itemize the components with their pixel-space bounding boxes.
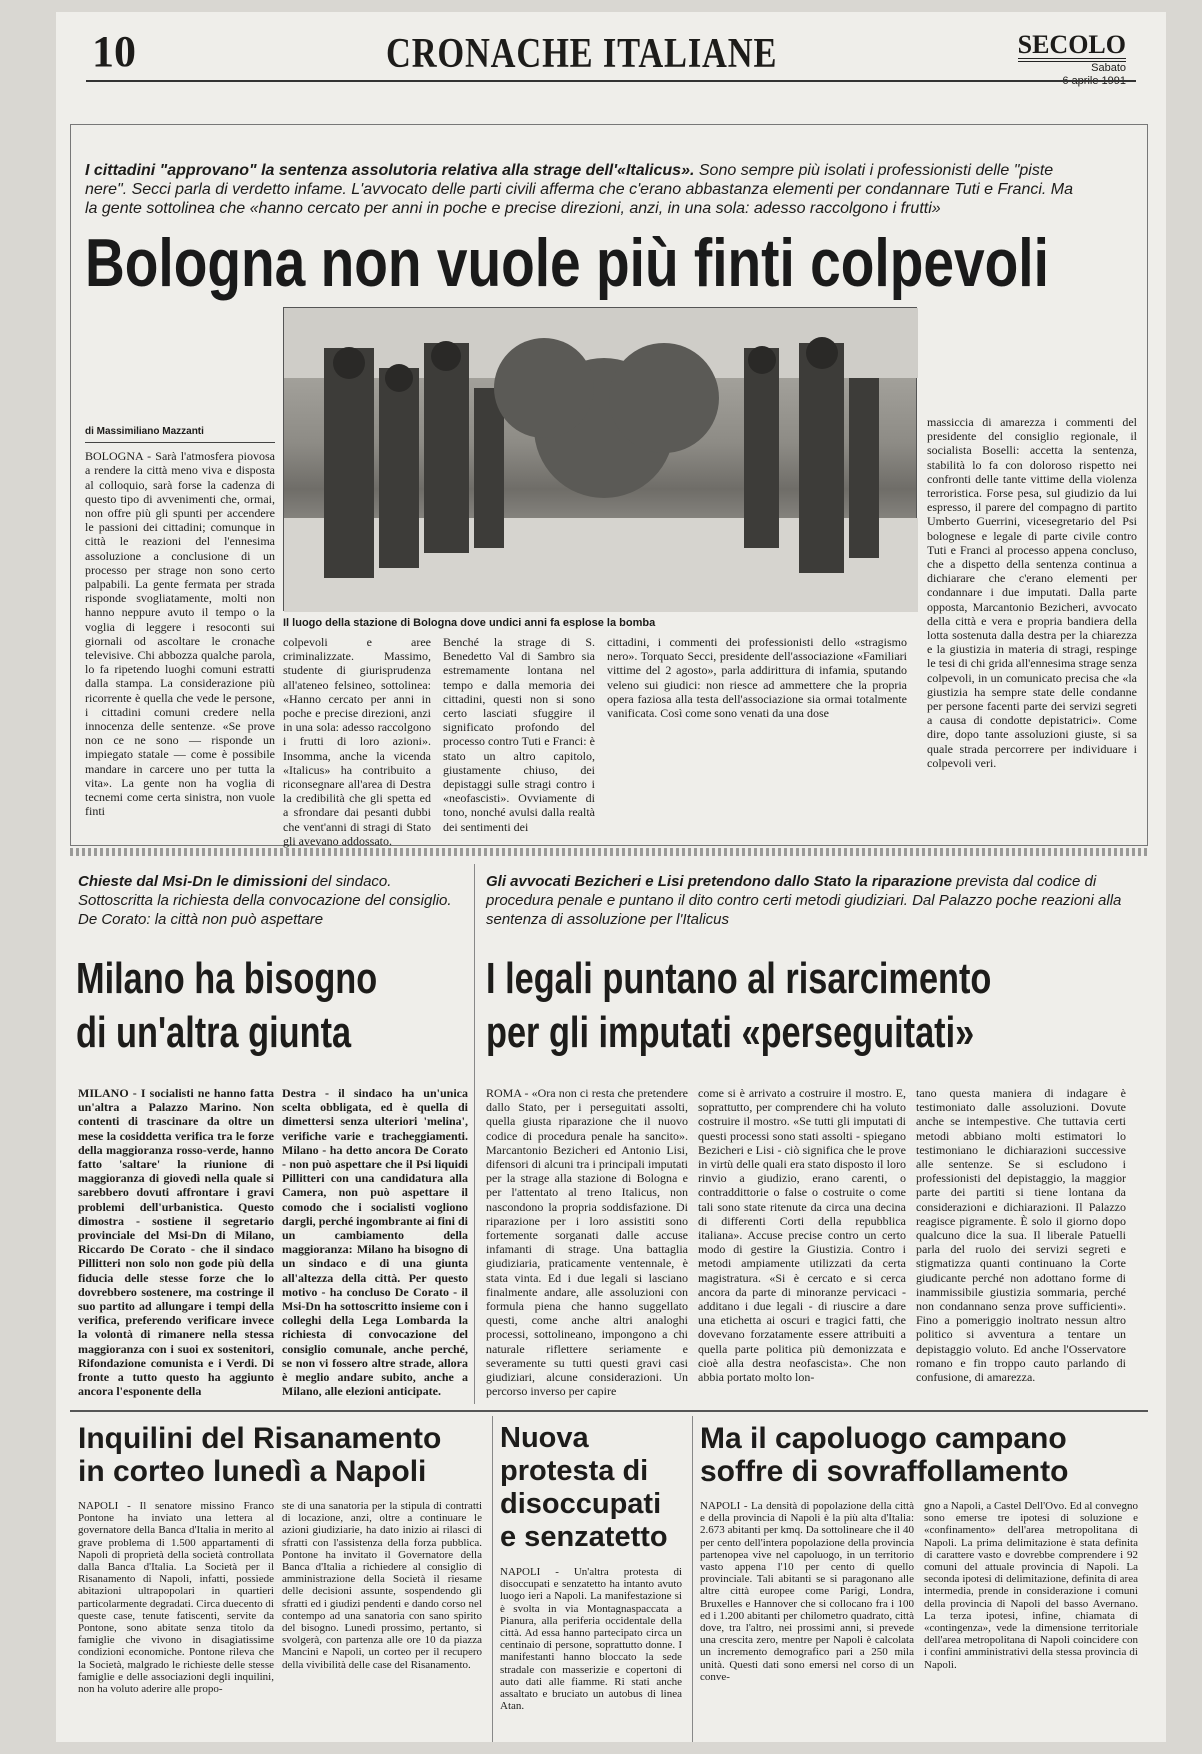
milano-headline-line2: di un'altra giunta [76,1008,352,1057]
article-legali-col1 [486,1086,688,1402]
article-bologna-lead [85,161,1085,218]
capoluogo-headline-line2: soffre di sovraffollamento [700,1455,1069,1488]
article-inquilini-headline [78,1422,441,1488]
milano-sub-bold: Chieste dal Msi-Dn le dimissioni [78,873,308,890]
article-legali-col3-text: tano questa maniera di indagare è testimoniato dalle assoluzioni. Dovute anche se intempestive. Che tuttavia certi metodi abbiano molti estimatori lo testimoniano le dichiarazioni successive alle sentenze. Se si escludono i professionisti del depistaggio, la maggior parte dei partiti si tiene lontana da considerazioni e dichiarazioni. Il Palazzo reagisce pigramente. È solo il giorno dopo qualcuno dice la sua. Il liberale Patuelli parla del ruolo dei servizi segreti e stigmatizza quanti continuano la Corte giudicante perché non adottano forme di inammissibile giustizia sommaria, perché non condannano senza prove sufficienti». Fino a pomeriggio inoltrato nessun altro politico si avventura a tentare un depistaggio voluto. Ed anche l'Osservatore romano e fin troppo cauto parlando di confusione, di amarezza. [916,1086,1126,1385]
legali-sub-bold: Gli avvocati Bezicheri e Lisi pretendono dallo Stato la riparazione [486,873,952,890]
protesta-headline-line2: protesta di [500,1455,649,1487]
photo-caption: Il luogo della stazione di Bologna dove undici anni fa esplose la bomba [283,617,656,629]
lead-bold: I cittadini "approvano" la sentenza assolutoria relativa alla strage dell'«Italicus». [85,162,695,179]
section-divider [70,848,1148,856]
column-rule [692,1416,693,1742]
newspaper-page [56,12,1166,1742]
legali-headline-line1: I legali puntano al risarcimento [486,954,992,1003]
column-rule [492,1416,493,1742]
article-milano-col2-text: Destra - il sindaco ha un'unica scelta obbligata, ed è quella di dimettersi senza ulteriori 'melina', verifiche varie e tracheggiamenti. Milano - ha detto ancora De Corato - non può aspettare che il Psi liquidi Pillitteri con una candidatura alla Camera, non può aspettare il comodo che i socialisti vogliono dargli, perché ingombrante ai fini di un cambiamento della maggioranza: Milano ha bisogno di un sindaco e di una giunta all'altezza della città. Per questo motivo - ha concluso De Corato - il Msi-Dn ha sottoscritto insieme con i colleghi della Lega Lombarda la richiesta di convocazione del consiglio comunale, anche perché, se non vi fossero altre strade, allora è meglio andare subito, anche a Milano, alle elezioni anticipate. [282,1086,468,1399]
article-bologna-col4 [607,635,907,840]
article-bologna-headline: Bologna non vuole più finti colpevoli [85,225,1049,301]
inquilini-headline-line2: in corteo lunedì a Napoli [78,1455,427,1488]
article-legali-col3 [916,1086,1126,1402]
article-legali [486,864,1148,1404]
milano-sub-rest: del sindaco. Sottoscritta la richiesta della convocazione del consiglio. De Corato: la città non può aspettare [78,873,452,928]
article-capoluogo [700,1416,1148,1742]
byline: di Massimiliano Mazzanti [85,425,275,443]
article-bologna-photo [283,307,917,611]
article-legali-headline [486,952,991,1060]
article-bologna [70,124,1148,846]
issue-day: Sabato [1091,62,1126,74]
article-bologna-col3 [443,635,595,840]
milano-headline-line1: Milano ha bisogno [76,954,378,1003]
legali-sub-rest: prevista dal codice di procedura penale e puntano il dito contro certi metodi giudiziari. Dal Palazzo poche reazioni alla sentenza di assoluzione per l'Italicus [486,873,1122,928]
article-legali-col1-text: ROMA - «Ora non ci resta che pretendere dallo Stato, per i perseguitati assolti, quella giusta riparazione che il nuovo codice di procedura penale ha sancito». Marcantonio Bezicheri ed Antonio Lisi, difensori di alcuni tra i principali imputati per la strage alla stazione di Bologna e per l'attentato al treno Italicus, non nascondono la propria soddisfazione. Di riparazione per i loro assistiti sono fortemente sorganati dalle accuse infamanti di strage. Una battaglia giudiziaria, praticamente ventennale, è stata vinta. Ed i due legali si lasciano finalmente andare, alle assoluzioni con formula piena che hanno suggellato questi, come anche altri analoghi processi, sottolineano, impongono a chi naturale riflettere seriamente e severamente su tutti questi gravi casi giudiziari, alcune considerazioni. Un percorso inverso per capire [486,1086,688,1399]
issue-date: 6 aprile 1991 [1062,75,1126,88]
article-capoluogo-col1 [700,1500,914,1740]
bottom-divider [70,1410,1148,1412]
article-bologna-col2-text: colpevoli e aree criminalizzate. Massimo, studente di giurisprudenza all'ateneo felsineo, sottolinea: «Hanno cercato per anni in poche e precise direzioni, anzi in una sola: adesso raccolgono i frutti di loro azioni». Insomma, anche la vicenda «Italicus» ha contribuito a riconsegnare all'area di Destra la credibilità che gli spetta ed a sfrondare dai pesanti dubbi che vent'anni di stragi di Stato gli avevano addossato. [283,635,431,848]
logo-name: SECOLO [1018,32,1126,62]
article-protesta-col1-text: NAPOLI - Un'altra protesta di disoccupati e senzatetto ha intanto avuto luogo ieri a Napoli. La manifestazione si è svolta in via Montagnaspaccata a Pianura, alla periferia occidentale della città. Ad essa hanno partecipato circa un centinaio di persone, soprattutto donne. I manifestanti hanno bloccato la sede stradale con masserizie e copertoni di auto dati alle fiamme. Ri stati anche assaltato e bruciato un autobus di linea Atan. [500,1566,682,1713]
article-legali-sub [486,872,1142,929]
legali-headline-line2: per gli imputati «perseguitati» [486,1008,975,1057]
article-bologna-col1 [85,425,275,845]
article-legali-col2 [698,1086,906,1402]
article-protesta [500,1416,686,1742]
protesta-headline-line3: disoccupati [500,1488,662,1520]
header-rule [86,80,1136,82]
article-inquilini-col2-text: ste di una sanatoria per la stipula di contratti di locazione, anzi, oltre a continuare le azioni giudiziarie, ha dato inizio ai rilasci di sfratti con l'assistenza della forza pubblica. Pontone ha invitato il Governatore della Banca d'Italia a richiedere al consiglio di amministrazione della Società il riesame delle decisioni assunte, sospendendo gli sfratti ed i giudizi pendenti e dando corso nel contempo ad una sanatoria con sano spirito del bisogno. Lunedì prossimo, pertanto, si svolgerà, con partenza alle ore 10 da piazza Mancini e Napoli, un corteo per il recupero della vivibilità delle case del Risanamento. [282,1500,482,1671]
article-milano-col2 [282,1086,468,1402]
inquilini-headline-line1: Inquilini del Risanamento [78,1422,442,1455]
section-title: CRONACHE ITALIANE [386,31,778,77]
capoluogo-headline-line1: Ma il capoluogo campano [700,1422,1067,1455]
photo-illustration [284,308,918,612]
article-protesta-col1 [500,1566,682,1740]
article-capoluogo-headline [700,1422,1068,1488]
article-bologna-col3-text: Benché la strage di S. Benedetto Val di Sambro sia estremamente lontana nel tempo e dalla memoria dei cittadini, questi non si sono certo lasciati sfuggire il significato profondo del processo contro Tuti e Franci: è stato un altro capitolo, giustamente chiuso, dei depistaggi sulle stragi contro i «neofascisti». Ovviamente di tono, nonché avulsi dalla realtà dei sentimenti dei [443,635,595,834]
article-bologna-col5-text: massiccia di amarezza i commenti del presidente del consiglio regionale, il socialista Boselli: accetta la sentenza, stabilità lo fa con doloroso rispetto nei confronti delle tante vittime della violenza terroristica. Forse pesa, sul giudizio da lui espresso, il parere del compagno di partito Umberto Guerrini, vicesegretario del Psi bolognese e legale di parte civile contro Tuti e Franci al processo appena concluso, che a dispetto della sentenza continua a dichiarare che c'erano elementi per condannare i due imputati. Dalla parte opposta, Marcantonio Bezicheri, avvocato della città e vera e propria bandiera della lotta sostenuta dalla destra per la chiarezza e la giustizia in materia di stragi, respinge le tesi di chi grida all'ennesima strage senza colpevoli, in un comunicato precisa che «la giustizia ha sempre state delle condanne per persone facenti parte dei servizi segreti a causa di condotte depistatrici». Come dire, dopo tante assoluzioni giuste, si sa quale strada percorrere per individuare i colpevoli veri. [927,415,1137,770]
article-capoluogo-col2 [924,1500,1138,1740]
article-inquilini-col2 [282,1500,482,1740]
article-protesta-headline [500,1422,668,1554]
article-bologna-col5 [927,415,1137,840]
article-milano-headline [76,952,377,1060]
column-rule [474,864,475,1404]
article-inquilini [70,1416,488,1742]
article-inquilini-col1-text: NAPOLI - Il senatore missino Franco Pontone ha inviato una lettera al governatore della Banca d'Italia in merito al grave problema di 1.500 appartamenti di Napoli di proprietà della società controllata dalla Banca d'Italia. La Società per il Risanamento di Napoli, infatti, possiede abitazioni ultrapopolari in quartieri particolarmente degradati. Circa duecento di queste case, tenute fatiscenti, servite da Pontone, sono abitate senza titolo da famiglie che vivono in disagiatissime condizioni economiche. Pontone rileva che la Società, malgrado le richieste delle stesse famiglie e delle associazioni degli inquilini, non ha voluto aderire alle propo- [78,1500,274,1696]
article-capoluogo-col1-text: NAPOLI - La densità di popolazione della città e della provincia di Napoli è la più alta d'Italia: 2.673 abitanti per kmq. Da sottolineare che il 40 per cento dell'intera popolazione della provincia partenopea vive nel capoluogo, in un territorio vasto appena l'10 per cento di quello provinciale. Tali abitanti se si paragonano alle altre città europee come Parigi, Londra, Bruxelles e Hannover che si collocano fra i 100 ed i 1.200 abitanti per chilometro quadrato, città dove, tra l'altro, nei prossimi anni, si prevede una crescita zero, mentre per Napoli è calcolata un incremento demografico pari a 250 mila unità. Questi dati sono emersi nel corso di un conve- [700,1500,914,1683]
protesta-headline-line1: Nuova [500,1422,589,1454]
page-number: 10 [92,27,136,76]
article-bologna-col4-text: cittadini, i commenti dei professionisti dello «stragismo nero». Torquato Secci, presidente dell'associazione «Familiari vittime del 2 agosto», parla addirittura di infamia, sputando veleno sui giudici: non riesce ad ammettere che la propria opera faziosa alla testa dell'associazione sia ormai totalmente vanificata. Così come sono venati da una dose [607,635,907,721]
lead-rest: Sono sempre più isolati i professionisti delle "piste nere". Secci parla di verdetto infame. L'avvocato delle parti civili afferma che c'erano abbastanza elementi per condannare Tuti e Franci. Ma la gente sottolinea che «hanno cercato per anni in poche e precise direzioni, anzi, in una sola: adesso raccolgono i frutti» [85,162,1074,217]
article-milano-sub [78,872,464,929]
article-milano-col1 [78,1086,274,1402]
protesta-headline-line4: e senzatetto [500,1521,668,1553]
article-inquilini-col1 [78,1500,274,1740]
article-capoluogo-col2-text: gno a Napoli, a Castel Dell'Ovo. Ed al convegno sono emerse tre ipotesi di soluzione e «confinamento» dell'area metropolitana di Napoli. La prima delimitazione è stata definita di carattere vasto e dovrebbe comprendere i 92 comuni del attuale provincia di Napoli. La seconda ipotesi di delimitazione, definita di area intermedia, prende in considerazione i comuni della provincia di Napoli del basso Avernano. La terza ipotesi, infine, chiamata di «contingenza», vede la dimensione territoriale dell'area metropolitana di Napoli coincidere con i confini amministrativi della stessa provincia di Napoli. [924,1500,1138,1671]
article-bologna-col2 [283,635,431,848]
article-legali-col2-text: come si è arrivato a costruire il mostro. E, soprattutto, per comprendere chi ha voluto costruire il mostro. «Se tutti gli imputati di questi processi sono stati assolti - spiegano Bezicheri e Lisi - ciò significa che le prove in virtù delle quali era stato disposto il loro rinvio a giudizio, erano carenti, o contraddittorie o false o costruite o come tali sono state ritenute da circa una decina di differenti Corti della repubblica italiana». Accuse precise contro un certo modo di gestire la Giustizia. Contro i metodi ampiamente utilizzati da certa magistratura. «Si è cercato e si cerca ancora da parte di minoranze pervicaci - additano i due legali - di riuscire a dare una etichetta ai oscuri e tragici fatti, che dovevano forzatamente essere attribuiti a quella parte politica più demonizzata e cioè alla destra neofascista». Che non abbia portato molto lon- [698,1086,906,1385]
article-milano-col1-text: MILANO - I socialisti ne hanno fatta un'altra a Palazzo Marino. Non contenti di trascinare da oltre un mese la cosiddetta verifica tra le forze della maggioranza rosso-verde, hanno fatto 'saltare' la riunione di maggioranza di giovedì nella quale si sarebbero dovuti affrontare i gravi problemi dell'urbanistica. Questo dimostra - sostiene il segretario provinciale del Msi-Dn di Milano, Riccardo De Corato - che il sindaco Pillitteri non solo non gode più della fiducia delle stesse forze che lo dovrebbero sostenere, ma costringe il suo partito ad allungare i tempi della verifica, preferendo verificare invece la volontà di rimanere nella stessa maggioranza con i suoi ex sostenitori, Rifondazione comunista e i Verdi. Di fronte a tutto questo ha aggiunto ancora l'esponente della [78,1086,274,1399]
article-milano [70,864,468,1404]
article-bologna-col1-text: BOLOGNA - Sarà l'atmosfera piovosa a rendere la città meno viva e disposta al colloquio, sarà forse la cadenza di questo tipo di avvenimenti che, ormai, non offre più gli spunti per accendere le passioni dei cittadini; comunque in città le reazioni del l'ennesima assoluzione a conclusione di un processo per strage non sono certo palpabili. La gente fermata per strada risponde svogliatamente, molti non hanno neppure avuto il tempo o la voglia di leggere i resoconti sui giornali od ascoltare le cronache televisive. Chi abbozza qualche parola, lo fa ripetendo luoghi comuni estratti dalla stampa. La considerazione più ricorrente è quella che vede le persone, i cittadini comuni credere nella innocenza delle sentenze. «Se prove non ce ne sono — risponde un impiegato statale — come è possibile mandare in carcere uno per tutta la vita». La gente non ha voglia di tecnemi come certa sinistra, non vuole finti [85,449,275,819]
